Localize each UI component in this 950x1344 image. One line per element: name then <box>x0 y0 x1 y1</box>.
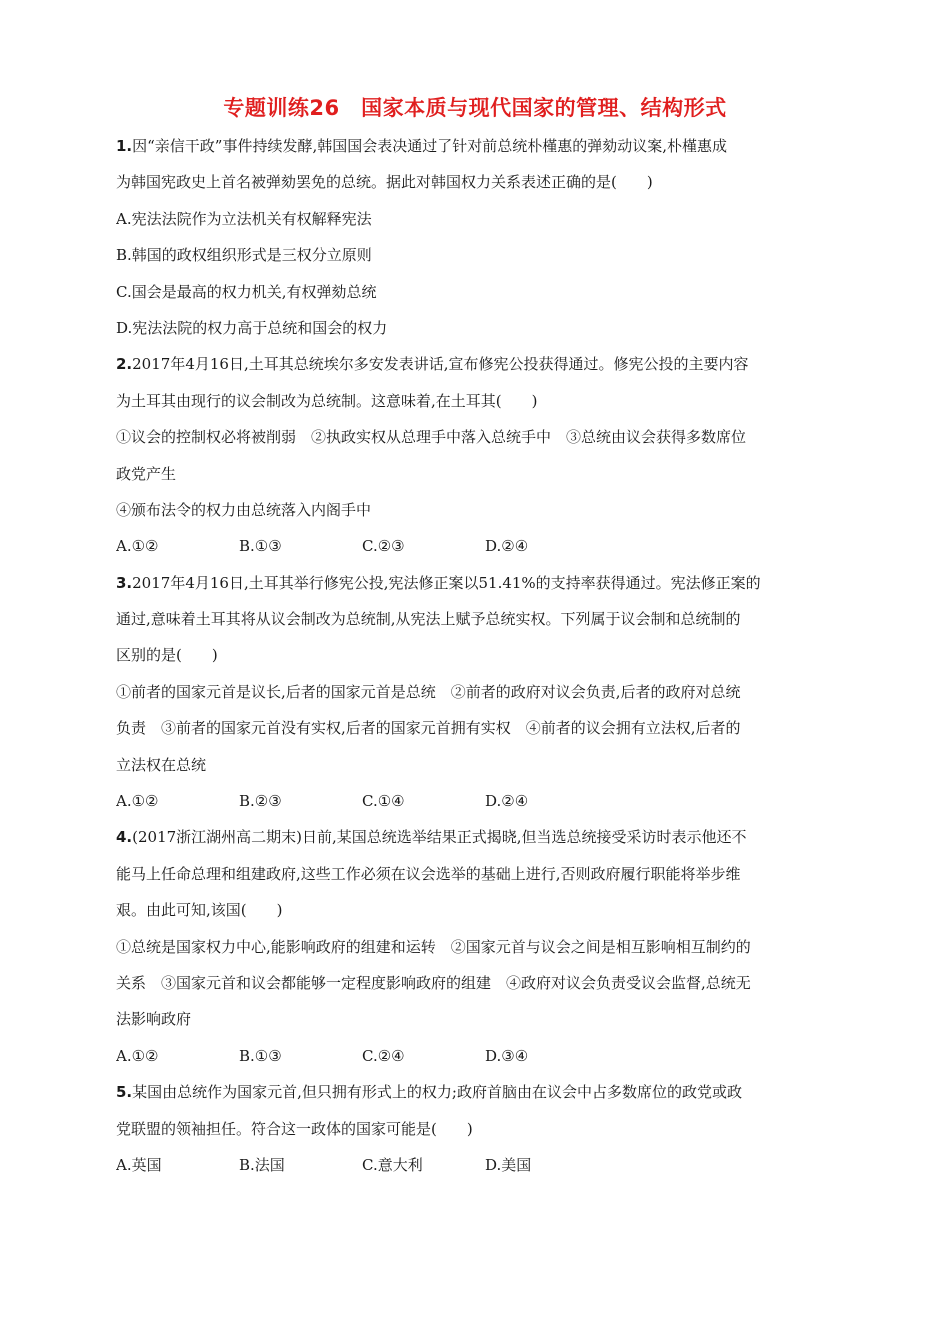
options-row <box>116 528 838 564</box>
question-stem-line <box>116 383 838 419</box>
answer-option: D.③④ <box>485 1046 529 1065</box>
question-block <box>116 346 838 564</box>
question-stem-line <box>116 128 838 164</box>
answer-option: A.①② <box>116 537 159 556</box>
answer-option: D.美国 <box>485 1155 532 1174</box>
answer-option: C.②④ <box>362 1046 405 1065</box>
answer-option: C.意大利 <box>362 1155 423 1174</box>
question-stem-text: 艰。由此可知,该国( ) <box>116 901 283 920</box>
answer-option: C.②③ <box>362 537 405 556</box>
question-stem-text: 2017年4月16日,土耳其总统埃尔多安发表讲话,宣布修宪公投获得通过。修宪公投的主要内容 <box>132 355 749 374</box>
statement-line: 法影响政府 <box>116 1010 192 1029</box>
question-stem-text: 因“亲信干政”事件持续发酵,韩国国会表决通过了针对前总统朴槿惠的弹劾动议案,朴槿惠成 <box>132 137 728 155</box>
question-stem-text: 能马上任命总理和组建政府,这些工作必须在议会选举的基础上进行,否则政府履行职能将举步维 <box>116 864 741 883</box>
question-stem-line <box>116 1074 838 1110</box>
question-stem-line <box>116 164 838 200</box>
question-stem-line <box>116 819 838 855</box>
answer-option: B.①③ <box>239 537 282 556</box>
statement-line: 负责 ③前者的国家元首没有实权,后者的国家元首拥有实权 ④前者的议会拥有立法权,后者的 <box>116 719 741 738</box>
statement-line: 关系 ③国家元首和议会都能够一定程度影响政府的组建 ④政府对议会负责受议会监督,总统无 <box>116 973 751 992</box>
page-title: 专题训练26 国家本质与现代国家的管理、结构形式 <box>223 96 727 120</box>
question-block <box>116 819 838 1074</box>
statement-line: 立法权在总统 <box>116 755 207 774</box>
question-stem-text: 某国由总统作为国家元首,但只拥有形式上的权力;政府首脑由在议会中占多数席位的政党或政 <box>132 1083 742 1102</box>
answer-option: C.①④ <box>362 792 405 811</box>
answer-option: D.②④ <box>485 792 529 811</box>
answer-option: A.宪法法院作为立法机关有权解释宪法 <box>116 209 372 228</box>
statement-line: 政党产生 <box>116 464 177 483</box>
answer-option: D.宪法法院的权力高于总统和国会的权力 <box>116 318 388 337</box>
question-block <box>116 128 838 346</box>
statement-line: ①总统是国家权力中心,能影响政府的组建和运转 ②国家元首与议会之间是相互影响相互制约的 <box>116 937 751 956</box>
question-stem-line <box>116 856 838 892</box>
statement-line: ①前者的国家元首是议长,后者的国家元首是总统 ②前者的政府对议会负责,后者的政府对总统 <box>116 682 741 701</box>
question-stem-line <box>116 601 838 637</box>
answer-option: B.法国 <box>239 1155 285 1174</box>
question-stem-text: 通过,意味着土耳其将从议会制改为总统制,从宪法上赋予总统实权。下列属于议会制和总统制的 <box>116 610 741 629</box>
answer-option: B.①③ <box>239 1046 282 1065</box>
answer-option: B.韩国的政权组织形式是三权分立原则 <box>116 246 372 265</box>
answer-option: A.英国 <box>116 1155 162 1174</box>
question-number: 4. <box>116 828 133 847</box>
question-stem-text: (2017浙江湖州高二期末)日前,某国总统选举结果正式揭晓,但当选总统接受采访时表示他还不 <box>132 828 747 847</box>
answer-option: D.②④ <box>485 537 529 556</box>
answer-option: A.①② <box>116 1046 159 1065</box>
question-number: 3. <box>116 573 133 592</box>
question-stem-line <box>116 637 838 673</box>
question-stem-text: 党联盟的领袖担任。符合这一政体的国家可能是( ) <box>116 1119 473 1138</box>
answer-option: A.①② <box>116 792 159 811</box>
answer-option: B.②③ <box>239 792 282 811</box>
options-row <box>116 783 838 819</box>
statement-line: ④颁布法令的权力由总统落入内阁手中 <box>116 500 372 519</box>
question-number: 2. <box>116 355 133 374</box>
question-stem-line <box>116 565 838 601</box>
question-block <box>116 1074 838 1183</box>
question-list <box>116 128 838 1183</box>
question-stem-line <box>116 1111 838 1147</box>
options-row <box>116 1038 838 1074</box>
options-row <box>116 1147 838 1183</box>
question-stem-line <box>116 892 838 928</box>
question-stem-text: 2017年4月16日,土耳其举行修宪公投,宪法修正案以51.41%的支持率获得通过。宪法修正案的 <box>132 573 761 592</box>
question-number: 5. <box>116 1083 133 1102</box>
statement-line: ①议会的控制权必将被削弱 ②执政实权从总理手中落入总统手中 ③总统由议会获得多数席位 <box>116 428 747 447</box>
answer-option: C.国会是最高的权力机关,有权弹劾总统 <box>116 282 377 301</box>
question-stem-text: 为土耳其由现行的议会制改为总统制。这意味着,在土耳其( ) <box>116 391 538 410</box>
question-number: 1. <box>116 137 133 155</box>
question-stem-line <box>116 346 838 382</box>
question-stem-text: 区别的是( ) <box>116 646 218 665</box>
question-block <box>116 565 838 820</box>
question-stem-text: 为韩国宪政史上首名被弹劾罢免的总统。据此对韩国权力关系表述正确的是( ) <box>116 173 653 192</box>
